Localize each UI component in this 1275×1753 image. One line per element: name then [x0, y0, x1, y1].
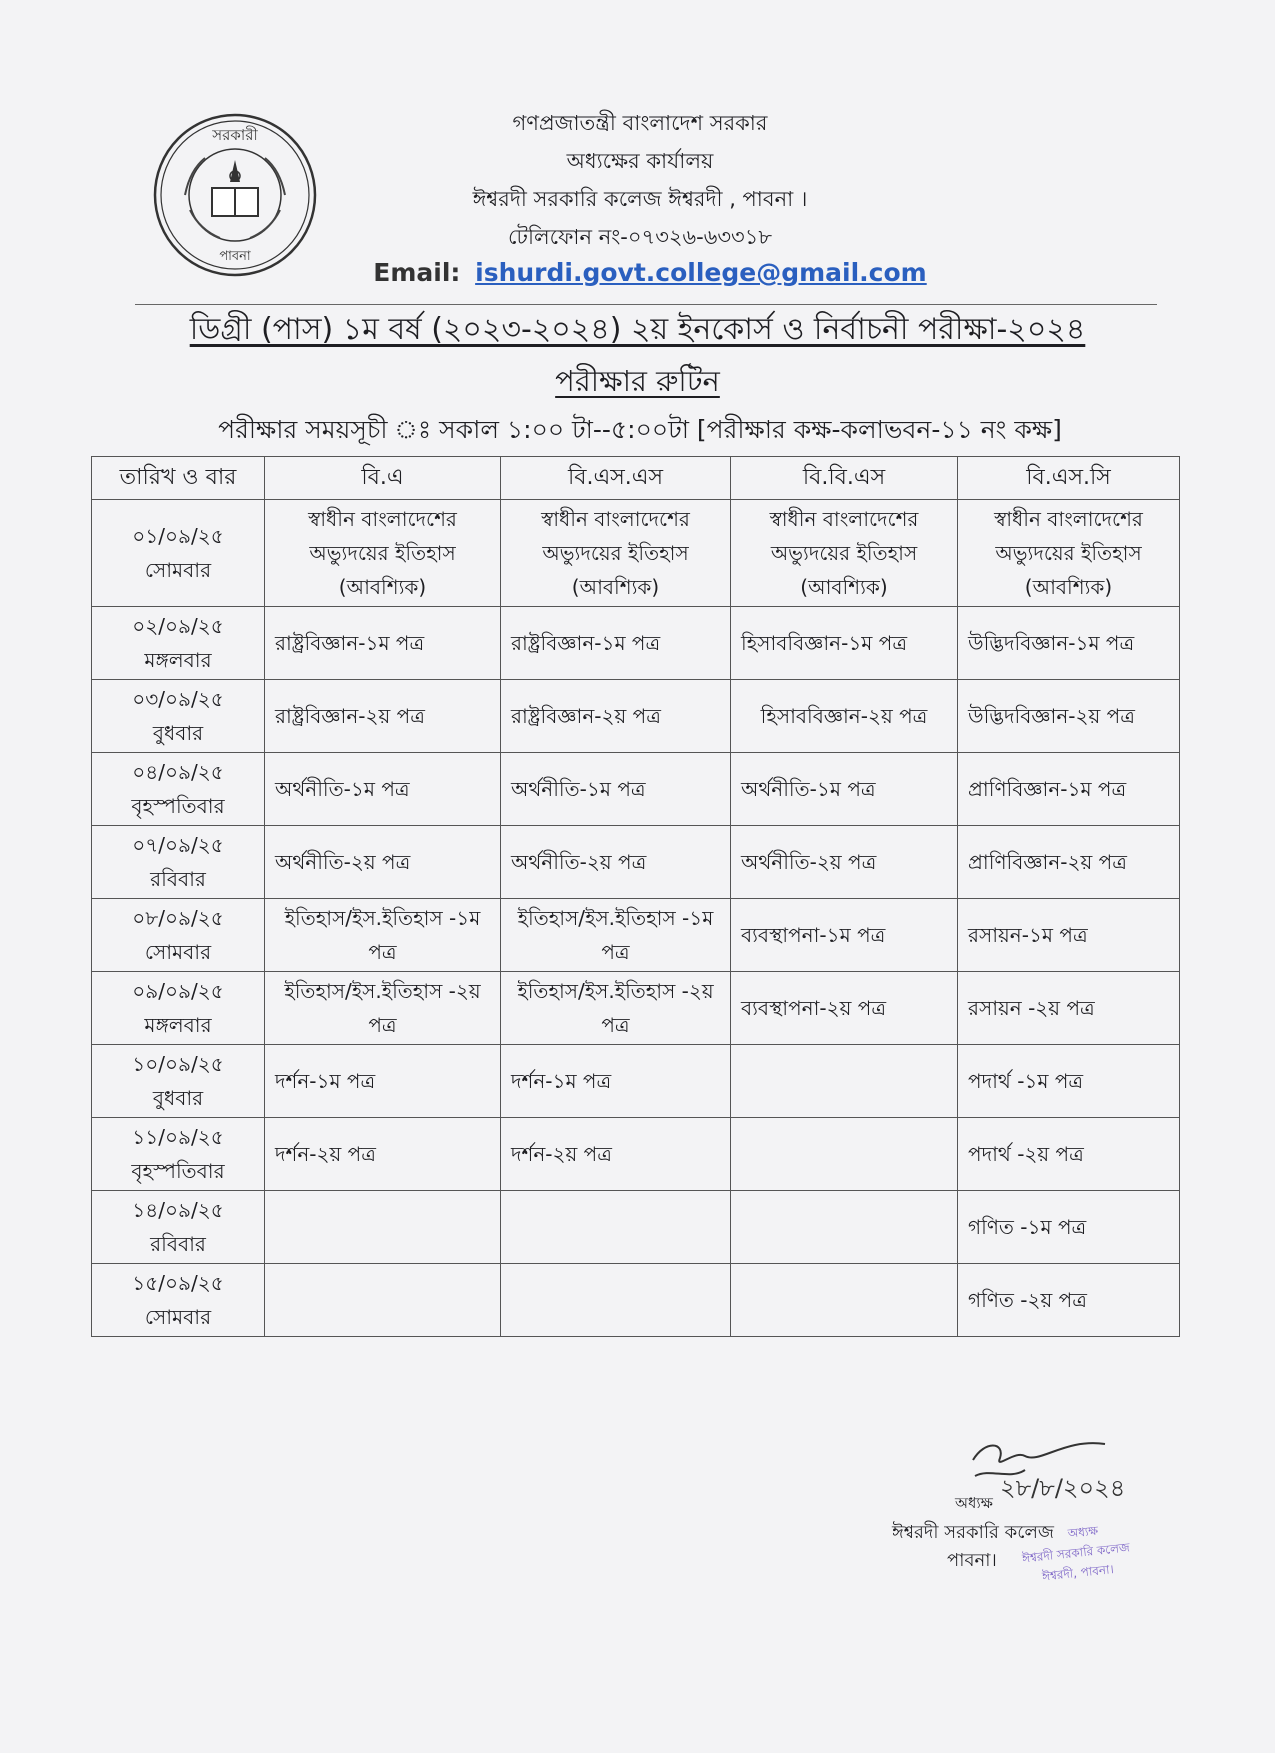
table-row: [92, 607, 1180, 680]
subject-cell-bsc: উদ্ভিদবিজ্ঞান-১ম পত্র: [958, 607, 1180, 680]
exam-day: সোমবার: [144, 558, 212, 582]
exam-date: ০৯/০৯/২৫: [132, 979, 224, 1003]
subject-cell-ba: ইতিহাস/ইস.ইতিহাস -১ম পত্র: [265, 899, 501, 972]
table-row: [92, 972, 1180, 1045]
email-link[interactable]: ishurdi.govt.college@gmail.com: [475, 258, 927, 287]
subject-cell-bbs: [731, 1191, 958, 1264]
date-cell: [92, 1118, 265, 1191]
exam-routine-table: [91, 456, 1180, 1337]
date-cell: [92, 972, 265, 1045]
svg-text:ঈশ্বরদী সরকারি কলেজ: ঈশ্বরদী সরকারি কলেজ: [1021, 1540, 1131, 1566]
date-cell: [92, 680, 265, 753]
subject-cell-bsc: রসায়ন -২য় পত্র: [958, 972, 1180, 1045]
subject-cell-bsc: প্রাণিবিজ্ঞান-১ম পত্র: [958, 753, 1180, 826]
subject-cell-bbs: [731, 1264, 958, 1337]
table-row: [92, 680, 1180, 753]
subject-cell-ba: [265, 1264, 501, 1337]
subject-cell-bbs: [731, 1118, 958, 1191]
header-divider: [135, 304, 1157, 305]
header-bsc: বি.এস.সি: [958, 457, 1180, 500]
svg-text:ঈশ্বরদী, পাবনা।: ঈশ্বরদী, পাবনা।: [1041, 1562, 1115, 1584]
subject-cell-bss: রাষ্ট্রবিজ্ঞান-১ম পত্র: [501, 607, 731, 680]
subject-cell-ba: দর্শন-২য় পত্র: [265, 1118, 501, 1191]
college-seal-logo: [150, 110, 320, 280]
exam-date: ০২/০৯/২৫: [132, 614, 224, 638]
exam-day: বৃহস্পতিবার: [131, 1159, 225, 1183]
subject-cell-bsc: গণিত -১ম পত্র: [958, 1191, 1180, 1264]
subject-cell-bsc: প্রাণিবিজ্ঞান-২য় পত্র: [958, 826, 1180, 899]
subject-cell-bbs: ব্যবস্থাপনা-১ম পত্র: [731, 899, 958, 972]
subject-cell-bss: দর্শন-১ম পত্র: [501, 1045, 731, 1118]
subject-cell-bsc: স্বাধীন বাংলাদেশের অভ্যুদয়ের ইতিহাস (আবশ্যিক): [958, 500, 1180, 607]
exam-date: ১৫/০৯/২৫: [132, 1271, 224, 1295]
table-row: [92, 1264, 1180, 1337]
table-row: [92, 1118, 1180, 1191]
table-row: [92, 1191, 1180, 1264]
date-cell: [92, 500, 265, 607]
subject-cell-bbs: ব্যবস্থাপনা-২য় পত্র: [731, 972, 958, 1045]
principal-stamp: [1010, 1518, 1160, 1588]
exam-day: বৃহস্পতিবার: [131, 794, 225, 818]
table-header-row: [92, 457, 1180, 500]
government-name: গণপ্রজাতন্ত্রী বাংলাদেশ সরকার: [512, 111, 768, 135]
signature-college: ঈশ্বরদী সরকারি কলেজ: [892, 1522, 1054, 1543]
subject-cell-bss: স্বাধীন বাংলাদেশের অভ্যুদয়ের ইতিহাস (আবশ্যিক): [501, 500, 731, 607]
table-row: [92, 753, 1180, 826]
subject-cell-bsc: পদার্থ -১ম পত্র: [958, 1045, 1180, 1118]
subject-cell-bss: দর্শন-২য় পত্র: [501, 1118, 731, 1191]
table-row: [92, 1045, 1180, 1118]
header-ba: বি.এ: [265, 457, 501, 500]
date-cell: [92, 1264, 265, 1337]
subject-cell-bss: অর্থনীতি-২য় পত্র: [501, 826, 731, 899]
exam-day: রবিবার: [150, 1232, 206, 1256]
subject-cell-ba: [265, 1191, 501, 1264]
exam-date: ০৪/০৯/২৫: [132, 760, 224, 784]
subject-cell-bss: অর্থনীতি-১ম পত্র: [501, 753, 731, 826]
signature-date: ২৮/৮/২০২৪: [1000, 1474, 1126, 1502]
header-bbs: বি.বি.এস: [731, 457, 958, 500]
exam-day: মঙ্গলবার: [144, 1013, 212, 1037]
exam-date: ১৪/০৯/২৫: [132, 1198, 224, 1222]
subject-cell-bsc: গণিত -২য় পত্র: [958, 1264, 1180, 1337]
exam-date: ০১/০৯/২৫: [132, 524, 224, 548]
signature-label: অধ্যক্ষ: [955, 1494, 993, 1512]
subject-cell-bbs: স্বাধীন বাংলাদেশের অভ্যুদয়ের ইতিহাস (আবশ্যিক): [731, 500, 958, 607]
table-row: [92, 826, 1180, 899]
subject-cell-bbs: হিসাববিজ্ঞান-১ম পত্র: [731, 607, 958, 680]
email-label: Email:: [373, 258, 461, 287]
date-cell: [92, 1045, 265, 1118]
svg-text:পাবনা: পাবনা: [219, 249, 251, 264]
svg-text:অধ্যক্ষ: অধ্যক্ষ: [1067, 1523, 1099, 1541]
subject-cell-ba: রাষ্ট্রবিজ্ঞান-১ম পত্র: [265, 607, 501, 680]
subject-cell-bbs: [731, 1045, 958, 1118]
table-row: [92, 899, 1180, 972]
subject-cell-bss: ইতিহাস/ইস.ইতিহাস -১ম পত্র: [501, 899, 731, 972]
schedule-line: পরীক্ষার সময়সূচী ঃ সকাল ১:০০ টা--৫:০০টা [পরীক্ষার কক্ষ-কলাভবন-১১ নং কক্ষ]: [218, 415, 1062, 444]
subject-cell-bss: ইতিহাস/ইস.ইতিহাস -২য় পত্র: [501, 972, 731, 1045]
signature-city: পাবনা।: [947, 1550, 997, 1571]
date-cell: [92, 1191, 265, 1264]
exam-day: বুধবার: [152, 721, 204, 745]
college-name: ঈশ্বরদী সরকারি কলেজ ঈশ্বরদী , পাবনা ।: [472, 187, 808, 211]
exam-date: ০৮/০৯/২৫: [132, 906, 224, 930]
table-row: [92, 500, 1180, 607]
subject-cell-bbs: অর্থনীতি-২য় পত্র: [731, 826, 958, 899]
subject-cell-ba: দর্শন-১ম পত্র: [265, 1045, 501, 1118]
subject-cell-bbs: হিসাববিজ্ঞান-২য় পত্র: [731, 680, 958, 753]
exam-day: রবিবার: [150, 867, 206, 891]
svg-text:সরকারী: সরকারী: [212, 126, 258, 144]
exam-day: মঙ্গলবার: [144, 648, 212, 672]
subject-cell-ba: রাষ্ট্রবিজ্ঞান-২য় পত্র: [265, 680, 501, 753]
email-line: [350, 258, 950, 287]
exam-date: ১১/০৯/২৫: [132, 1125, 224, 1149]
telephone: টেলিফোন নং-০৭৩২৬-৬৩৩১৮: [508, 225, 772, 249]
exam-date: ০৩/০৯/২৫: [132, 687, 224, 711]
subject-cell-ba: স্বাধীন বাংলাদেশের অভ্যুদয়ের ইতিহাস (আবশ্যিক): [265, 500, 501, 607]
subject-cell-bsc: পদার্থ -২য় পত্র: [958, 1118, 1180, 1191]
date-cell: [92, 607, 265, 680]
subject-cell-bss: [501, 1264, 731, 1337]
exam-date: ০৭/০৯/২৫: [132, 833, 224, 857]
subject-cell-bsc: উদ্ভিদবিজ্ঞান-২য় পত্র: [958, 680, 1180, 753]
subject-cell-bsc: রসায়ন-১ম পত্র: [958, 899, 1180, 972]
exam-day: সোমবার: [144, 940, 212, 964]
subject-cell-ba: অর্থনীতি-১ম পত্র: [265, 753, 501, 826]
header-bss: বি.এস.এস: [501, 457, 731, 500]
office-header: [330, 104, 950, 256]
exam-date: ১০/০৯/২৫: [132, 1052, 224, 1076]
subject-cell-ba: অর্থনীতি-২য় পত্র: [265, 826, 501, 899]
subject-cell-bbs: অর্থনীতি-১ম পত্র: [731, 753, 958, 826]
date-cell: [92, 826, 265, 899]
exam-title: ডিগ্রী (পাস) ১ম বর্ষ (২০২৩-২০২৪) ২য় ইনকোর্স ও নির্বাচনী পরীক্ষা-২০২৪: [189, 312, 1086, 347]
date-cell: [92, 899, 265, 972]
routine-subtitle: পরীক্ষার রুটিন: [555, 364, 720, 398]
subject-cell-bss: রাষ্ট্রবিজ্ঞান-২য় পত্র: [501, 680, 731, 753]
header-date: তারিখ ও বার: [92, 457, 265, 500]
date-cell: [92, 753, 265, 826]
office-name: অধ্যক্ষের কার্যালয়: [566, 149, 714, 173]
exam-day: সোমবার: [144, 1305, 212, 1329]
subject-cell-ba: ইতিহাস/ইস.ইতিহাস -২য় পত্র: [265, 972, 501, 1045]
subject-cell-bss: [501, 1191, 731, 1264]
exam-day: বুধবার: [152, 1086, 204, 1110]
